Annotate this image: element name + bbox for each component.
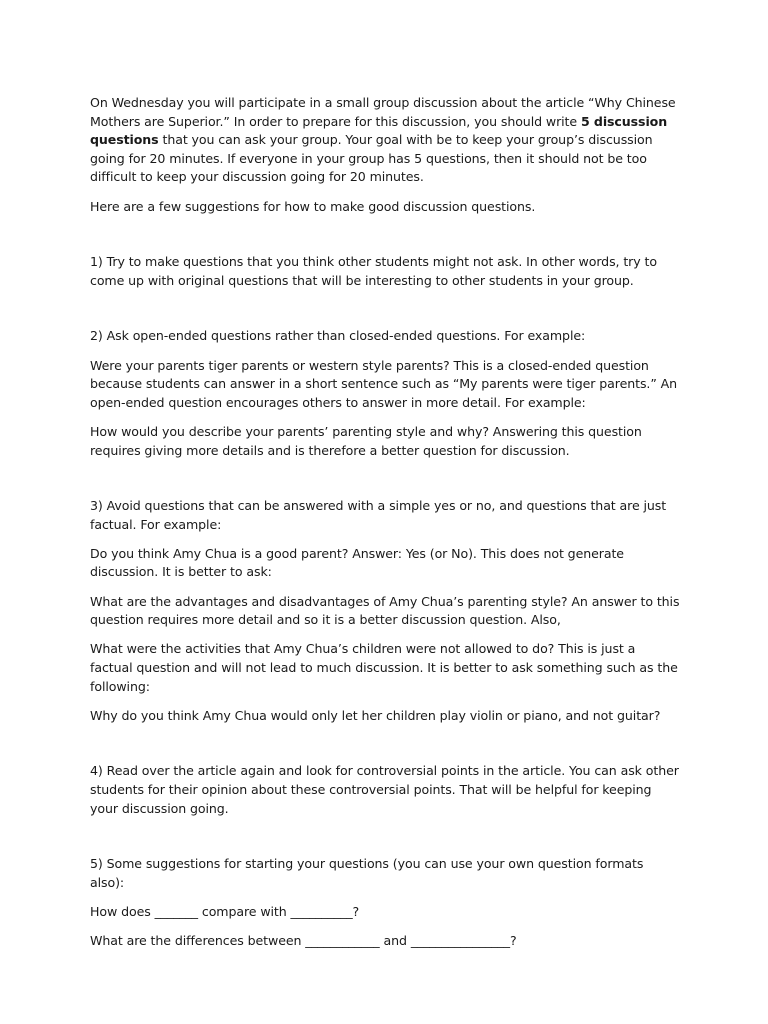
suggestions-lead: Here are a few suggestions for how to make good discussion questions. (90, 198, 536, 214)
intro-text-before: On Wednesday you will participate in a small group discussion about the article “Why Chinese Mothers are Superior.” In order to prepare for this discussion, you should write (90, 95, 676, 129)
suggestion-3-better-example: What are the advantages and disadvantages of Amy Chua’s parenting style? An answer to this question requires more detail and so it is a better discussion question. Also, (90, 593, 680, 628)
suggestion-2-open-example: How would you describe your parents’ parenting style and why? Answering this question requires giving more details and is therefore a better question for discussion. (90, 423, 642, 458)
suggestion-3-heading: 3) Avoid questions that can be answered with a simple yes or no, and questions that are just factual. For example: (90, 498, 667, 532)
intro-bold-text: 5 discussion questions (90, 113, 668, 148)
suggestion-5-template-compare: How does _______ compare with __________? (90, 903, 360, 919)
intro-text-after: that you can ask your group. Your goal with be to keep your group’s discussion going for 20 minutes. If everyone in your group has 5 questions, then it should not be too difficult to keep your discussion going for 20 minutes. (90, 132, 653, 185)
suggestion-5-heading: 5) Some suggestions for starting your questions (you can use your own question formats also): (90, 856, 644, 890)
suggestion-4-heading: 4) Read over the article again and look for controversial points in the article. You can ask other students for their opinion about these controversial points. That will be helpful for keeping your discussion going. (90, 763, 679, 816)
suggestion-1-heading: 1) Try to make questions that you think other students might not ask. In other words, try to come up with original questions that will be interesting to other students in your group. (90, 254, 657, 288)
suggestion-3-factual-example: What were the activities that Amy Chua’s children were not allowed to do? This is just a factual question and will not lead to much discussion. It is better to ask something such as the following: (90, 641, 678, 694)
suggestion-5-template-differences: What are the differences between ____________ and ________________? (90, 933, 517, 949)
intro-paragraph (90, 94, 680, 187)
suggestion-3-improved-example: Why do you think Amy Chua would only let her children play violin or piano, and not guitar? (90, 707, 661, 723)
suggestion-2-closed-example: Were your parents tiger parents or western style parents? This is a closed-ended question because students can answer in a short sentence such as “My parents were tiger parents.” An open-ended question encourages others to answer in more detail. For example: (90, 357, 678, 410)
suggestion-3-yes-no-example: Do you think Amy Chua is a good parent? Answer: Yes (or No). This does not generate discussion. It is better to ask: (90, 545, 624, 580)
suggestion-2-heading: 2) Ask open-ended questions rather than closed-ended questions. For example: (90, 328, 586, 344)
